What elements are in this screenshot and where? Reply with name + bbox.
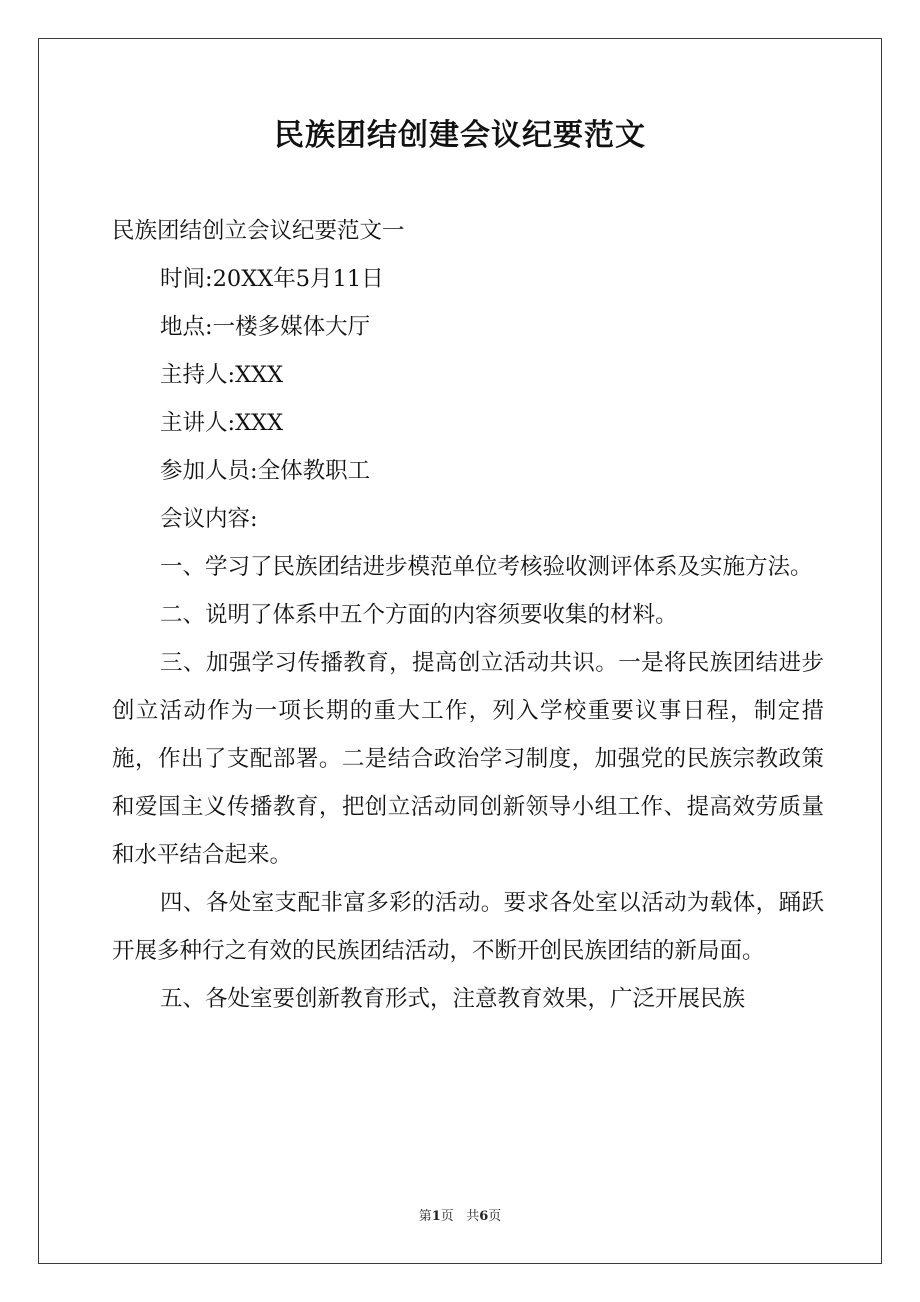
page-number: 1 bbox=[431, 1209, 441, 1224]
total-prefix: 共 bbox=[466, 1209, 480, 1224]
section-heading: 民族团结创立会议纪要范文一 bbox=[112, 218, 405, 244]
page-footer bbox=[0, 1205, 920, 1224]
meta-speaker: 主讲人:XXX bbox=[160, 410, 284, 436]
paragraph-1: 一、学习了民族团结进步模范单位考核验收测评体系及实施方法。 bbox=[160, 554, 813, 580]
meta-attendees: 参加人员:全体教职工 bbox=[160, 458, 371, 484]
document-body bbox=[112, 207, 824, 1023]
meta-time: 时间:20XX年5月11日 bbox=[160, 266, 384, 292]
meta-host: 主持人:XXX bbox=[160, 362, 284, 388]
paragraph-5: 五、各处室要创新教育形式，注意教育效果，广泛开展民族 bbox=[160, 986, 746, 1012]
paragraph-4: 四、各处室支配非富多彩的活动。要求各处室以活动为载体，踊跃开展多种行之有效的民族团结活动，不断开创民族团结的新局面。 bbox=[112, 890, 824, 964]
meta-location: 地点:一楼多媒体大厅 bbox=[160, 314, 371, 340]
total-suffix: 页 bbox=[488, 1209, 502, 1224]
document-title: 民族团结创建会议纪要范文 bbox=[274, 118, 646, 153]
total-pages: 6 bbox=[479, 1209, 489, 1224]
paragraph-3: 三、加强学习传播教育，提高创立活动共识。一是将民族团结进步创立活动作为一项长期的重大工作，列入学校重要议事日程，制定措施，作出了支配部署。二是结合政治学习制度，加强党的民族宗教政策和爱国主义传播教育，把创立活动同创新领导小组工作、提高效劳质量和水平结合起来。 bbox=[112, 650, 824, 868]
paragraph-2: 二、说明了体系中五个方面的内容须要收集的材料。 bbox=[160, 602, 678, 628]
meta-content-label: 会议内容: bbox=[160, 506, 258, 532]
page-prefix: 第 bbox=[418, 1209, 432, 1224]
page-suffix: 页 bbox=[440, 1209, 454, 1224]
